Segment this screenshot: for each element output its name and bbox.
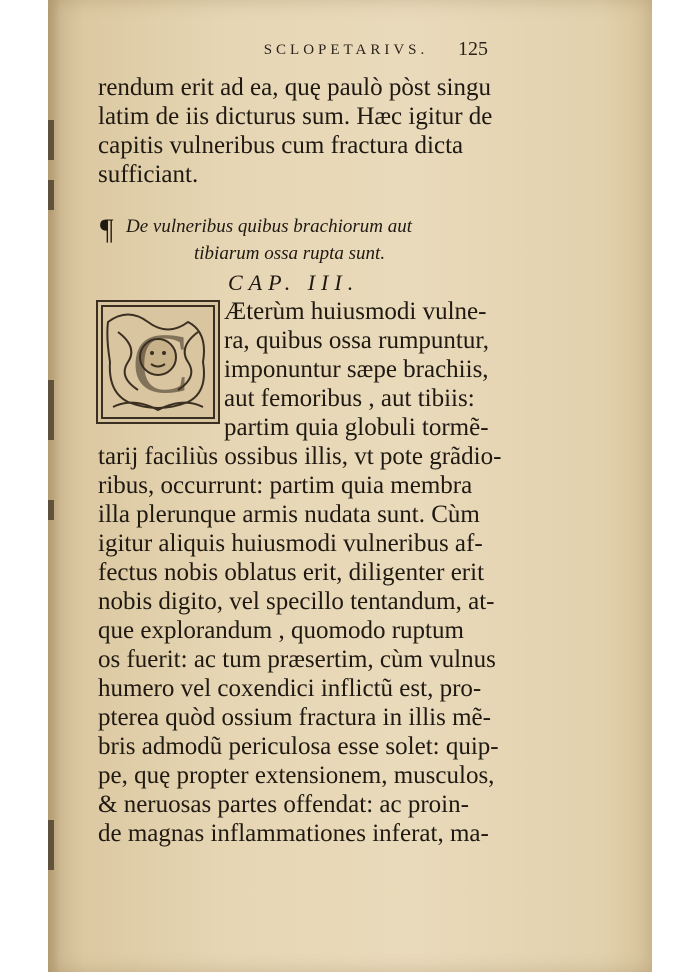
text-line: bris admodũ periculosa esse solet: quip- <box>98 733 499 760</box>
text-line: imponuntur sæpe brachiis, <box>224 356 489 383</box>
text-line: fectus nobis oblatus erit, diligenter erit <box>98 559 485 586</box>
text-line: tarij faciliùs ossibus illis, vt pote grãdio- <box>98 443 502 470</box>
text-line: latim de iis dicturus sum. Hæc igitur de <box>98 103 493 130</box>
text-line: nobis digito, vel specillo tentandum, at- <box>98 588 495 615</box>
text-line: igitur aliquis huiusmodi vulneribus af- <box>98 530 483 557</box>
decorated-initial <box>96 300 220 424</box>
text-line: partim quia globuli tormẽ- <box>224 414 489 441</box>
text-line: aut femoribus , aut tibiis: <box>224 385 475 412</box>
text-line: capitis vulneribus cum fractura dicta <box>98 132 464 159</box>
initial-letter: C <box>132 315 190 411</box>
text-line: pe, quę propter extensionem, musculos, <box>98 762 495 789</box>
text-line: ribus, occurrunt: partim quia membra <box>98 472 473 499</box>
edge-mark <box>48 500 54 520</box>
section-heading: De vulneribus quibus brachiorum aut <box>126 216 413 237</box>
text-line: de magnas inflammationes inferat, ma- <box>98 820 489 847</box>
edge-mark <box>48 180 54 210</box>
text-line: Æterùm huiusmodi vulne- <box>224 298 487 325</box>
text-line: & neruosas partes offendat: ac proin- <box>98 791 469 818</box>
chapter-label: CAP. III. <box>228 270 360 295</box>
page-number: 125 <box>458 38 488 60</box>
pilcrow-icon: ¶ <box>100 213 114 246</box>
text-line: os fuerit: ac tum præsertim, cùm vulnus <box>98 646 496 673</box>
section-heading: tibiarum ossa rupta sunt. <box>194 243 386 264</box>
text-line: sufficiant. <box>98 161 199 188</box>
edge-mark <box>48 380 54 440</box>
book-page <box>48 0 652 972</box>
edge-mark <box>48 820 54 870</box>
running-head: SCLOPETARIVS. <box>263 42 429 58</box>
text-line: illa plerunque armis nudata sunt. Cùm <box>98 501 480 528</box>
text-line: humero vel coxendici inflictũ est, pro- <box>98 675 482 702</box>
edge-mark <box>48 120 54 160</box>
text-line: pterea quòd ossium fractura in illis mẽ- <box>98 704 491 731</box>
text-line: rendum erit ad ea, quę paulò pòst singu <box>98 74 491 101</box>
text-line: ra, quibus ossa rumpuntur, <box>224 327 489 354</box>
text-line: que explorandum , quomodo ruptum <box>98 617 464 644</box>
